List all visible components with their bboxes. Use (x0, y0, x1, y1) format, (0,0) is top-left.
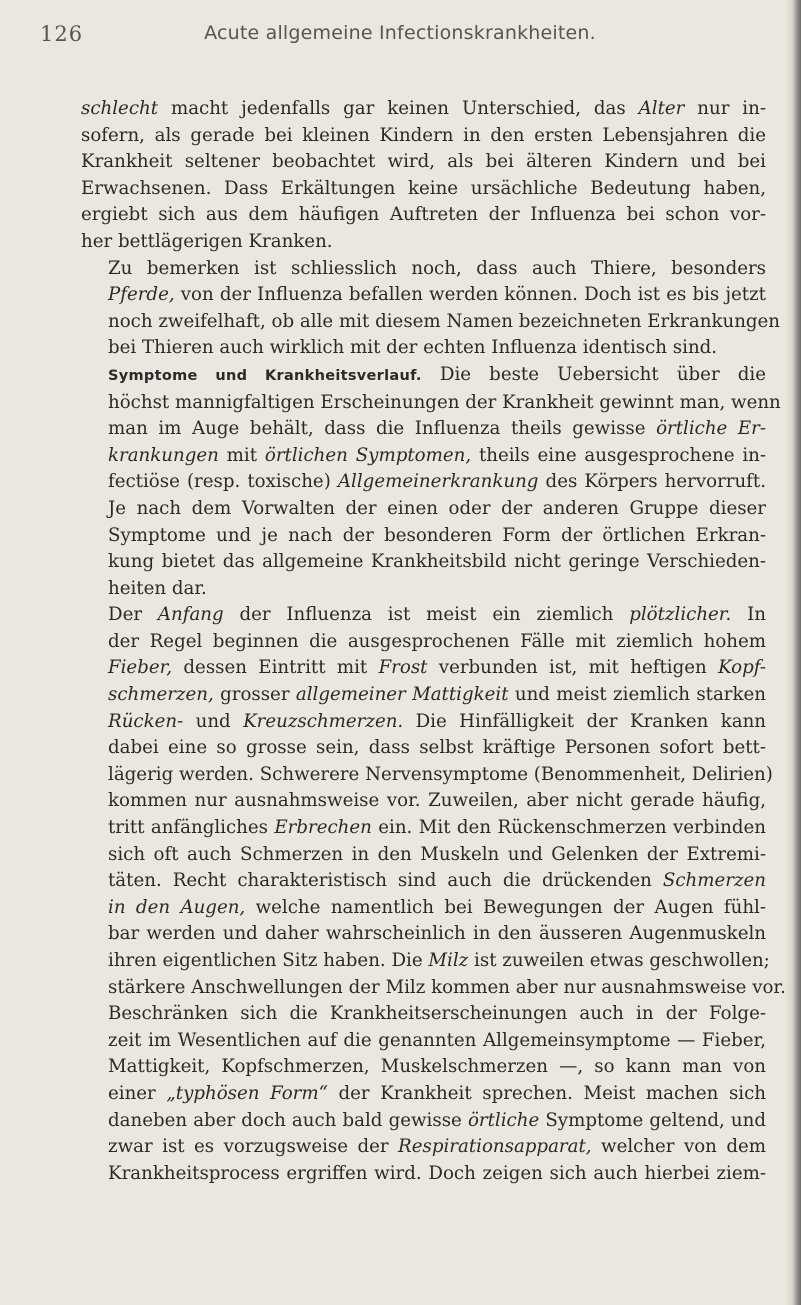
text-line: zwar ist es vorzugsweise der Respirationsapparat, welcher von dem (108, 1136, 766, 1158)
text-line: höchst mannigfaltigen Erscheinungen der Krankheit gewinnt man, wenn (108, 391, 781, 413)
text-line: Der Anfang der Influenza ist meist ein ziemlich plötzlicher. In (108, 604, 766, 626)
text-line: ergiebt sich aus dem häufigen Auftreten der Influenza bei schon vor- (81, 204, 766, 226)
text-line: tritt anfängliches Erbrechen ein. Mit den Rückenschmerzen verbinden (108, 817, 766, 839)
section-heading: Symptome und Krankheitsverlauf. (108, 367, 422, 384)
text-line: in den Augen, welche namentlich bei Bewegungen der Augen fühl- (108, 896, 766, 918)
text-line: Rücken- und Kreuzschmerzen. Die Hinfälligkeit der Kranken kann (108, 710, 766, 732)
text-line: Beschränken sich die Krankheitserscheinungen auch in der Folge- (108, 1003, 766, 1025)
text-line: Zu bemerken ist schliesslich noch, dass auch Thiere, besonders (108, 257, 766, 279)
text-line: dabei eine so grosse sein, dass selbst kräftige Personen sofort bett- (108, 737, 766, 759)
text-line: Pferde, von der Influenza befallen werden können. Doch ist es bis jetzt (108, 284, 766, 306)
text-line: kommen nur ausnahmsweise vor. Zuweilen, aber nicht gerade häufig, (108, 790, 766, 812)
paragraph (81, 602, 786, 1001)
text-line: ihren eigentlichen Sitz haben. Die Milz ist zuweilen etwas geschwollen; (108, 950, 770, 971)
paragraph (81, 256, 781, 362)
body-text (81, 96, 786, 1187)
text-line: stärkere Anschwellungen der Milz kommen aber nur ausnahmsweise vor. (108, 976, 786, 998)
text-line: schmerzen, grosser allgemeiner Mattigkeit und meist ziemlich starken (108, 684, 766, 706)
text-line: her bettlägerigen Kranken. (81, 230, 333, 252)
text-line: Fieber, dessen Eintritt mit Frost verbunden ist, mit heftigen Kopf- (108, 657, 766, 679)
text-line: lägerig werden. Schwerere Nervensymptome (Benommenheit, Delirien) (108, 763, 773, 785)
text-line: daneben aber doch auch bald gewisse örtliche Symptome geltend, und (108, 1109, 766, 1131)
text-line: krankungen mit örtlichen Symptomen, theils eine ausgesprochene in- (108, 444, 767, 466)
page-header (40, 14, 760, 54)
text-line: Mattigkeit, Kopfschmerzen, Muskelschmerzen —, so kann man von (108, 1056, 766, 1078)
text-line: bar werden und daher wahrscheinlich in den äusseren Augenmuskeln (108, 923, 766, 945)
paragraph (81, 362, 781, 602)
text-line: Je nach dem Vorwalten der einen oder der anderen Gruppe dieser (108, 497, 766, 519)
text-line: kung bietet das allgemeine Krankheitsbild nicht geringe Verschieden- (108, 551, 766, 573)
text-line: Erwachsenen. Dass Erkältungen keine ursächliche Bedeutung haben, (81, 177, 766, 199)
paragraph (81, 96, 766, 256)
text-line: täten. Recht charakteristisch sind auch die drückenden Schmerzen (108, 870, 766, 892)
text-line: noch zweifelhaft, ob alle mit diesem Namen bezeichneten Erkrankungen (108, 310, 781, 332)
text-line: man im Auge behält, dass die Influenza theils gewisse örtliche Er- (108, 418, 766, 440)
text-line: der Regel beginnen die ausgesprochenen Fälle mit ziemlich hohem (108, 630, 766, 652)
text-line: sofern, als gerade bei kleinen Kindern in den ersten Lebensjahren die (81, 124, 766, 146)
text-line: Krankheitsprocess ergriffen wird. Doch zeigen sich auch hierbei ziem- (108, 1162, 766, 1184)
running-title: Acute allgemeine Infectionskrankheiten. (204, 22, 596, 44)
text-line: heiten dar. (108, 577, 207, 599)
text-line: Symptome und Krankheitsverlauf. Die beste Uebersicht über die (108, 363, 766, 385)
text-line: zeit im Wesentlichen auf die genannten Allgemeinsymptome — Fieber, (108, 1029, 766, 1051)
text-line: schlecht macht jedenfalls gar keinen Unterschied, das Alter nur in- (81, 98, 766, 119)
text-line: bei Thieren auch wirklich mit der echten Influenza identisch sind. (108, 337, 718, 359)
page-number: 126 (40, 22, 84, 46)
page-edge-shadow (785, 0, 801, 1305)
text-line: sich oft auch Schmerzen in den Muskeln und Gelenken der Extremi- (108, 843, 766, 865)
text-line: einer „typhösen Form“ der Krankheit sprechen. Meist machen sich (108, 1082, 767, 1104)
text-line: fectiöse (resp. toxische) Allgemeinerkrankung des Körpers hervorruft. (108, 471, 766, 493)
text-line: Krankheit seltener beobachtet wird, als bei älteren Kindern und bei (81, 151, 766, 173)
text-line: Symptome und je nach der besonderen Form der örtlichen Erkran- (108, 524, 766, 546)
paragraph (81, 1001, 766, 1187)
